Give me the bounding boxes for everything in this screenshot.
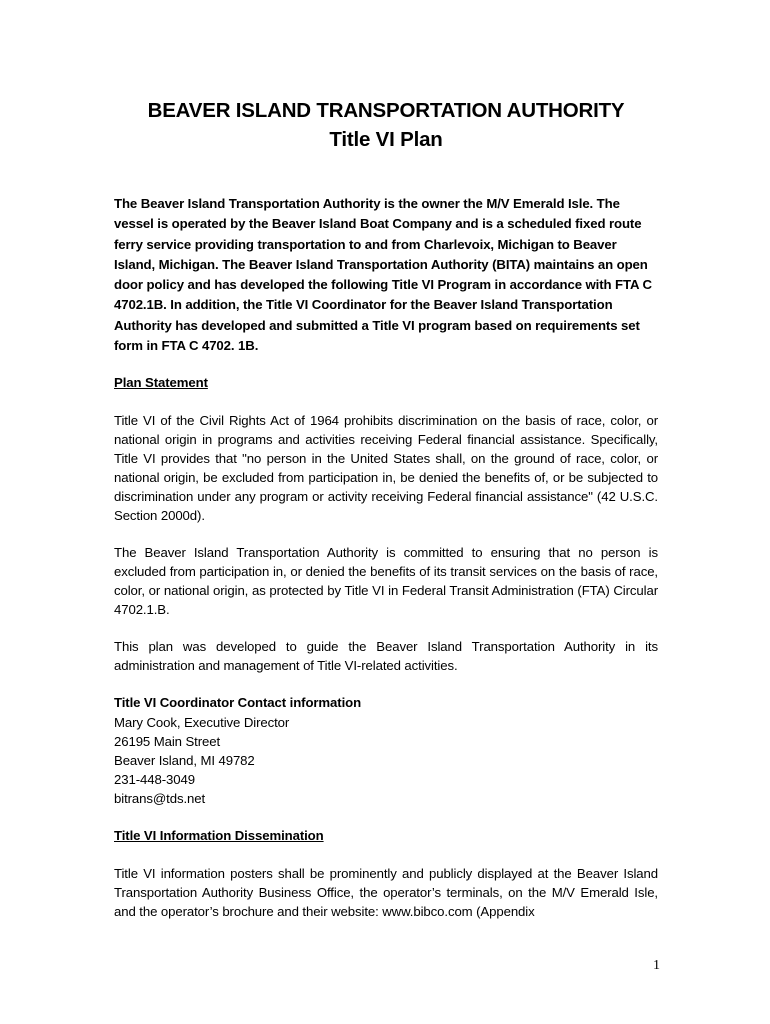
contact-street: 26195 Main Street xyxy=(114,734,221,750)
title-line-1: BEAVER ISLAND TRANSPORTATION AUTHORITY xyxy=(147,99,625,122)
dissemination-paragraph-1: Title VI information posters shall be prominently and publicly displayed at the Beaver Island Transportation Authority Business Office, the operator’s terminals, on the M/V Emerald Isle, and the operator’s brochure and their website: www.bibco.com (Appendix xyxy=(114,866,658,920)
plan-statement-paragraph-3: This plan was developed to guide the Beaver Island Transportation Authority in its administration and management of Title VI-related activities. xyxy=(114,639,658,674)
contact-phone: 231-448-3049 xyxy=(114,772,195,788)
contact-block xyxy=(114,713,658,808)
dissemination-heading: Title VI Information Dissemination xyxy=(114,828,324,844)
intro-paragraph: The Beaver Island Transportation Authority is the owner the M/V Emerald Isle. The vessel is operated by the Beaver Island Boat Company and is a scheduled fixed route ferry service providing transportation to and from Charlevoix, Michigan to Beaver Island, Michigan. The Beaver Island Transportation Authority (BITA) maintains an open door policy and has developed the following Title VI Program in accordance with FTA C 4702.1B. In addition, the Title VI Coordinator for the Beaver Island Transportation Authority has developed and submitted a Title VI program based on requirements set form in FTA C 4702. 1B. xyxy=(114,196,652,354)
contact-heading: Title VI Coordinator Contact information xyxy=(114,695,362,711)
plan-statement-paragraph-2: The Beaver Island Transportation Authority is committed to ensuring that no person is excluded from participation in, or denied the benefits of its transit services on the basis of race, color, or national origin, as protected by Title VI in Federal Transit Administration (FTA) Circular 4702.1.B. xyxy=(114,545,658,618)
page-number: 1 xyxy=(653,958,660,973)
document-body xyxy=(114,96,658,921)
contact-name: Mary Cook, Executive Director xyxy=(114,715,290,731)
contact-city: Beaver Island, MI 49782 xyxy=(114,753,255,769)
document-title xyxy=(114,96,658,154)
plan-statement-paragraph-1: Title VI of the Civil Rights Act of 1964 prohibits discrimination on the basis of race, color, or national origin in programs and activities receiving Federal financial assistance. Specifically, Title VI provides that "no person in the United States shall, on the ground of race, color, or national origin, be excluded from participation in, be denied the benefits of, or be subjected to discrimination under any program or activity receiving Federal financial assistance" (42 U.S.C. Section 2000d). xyxy=(114,413,658,524)
contact-email: bitrans@tds.net xyxy=(114,791,206,807)
title-line-2: Title VI Plan xyxy=(329,128,443,151)
plan-statement-heading: Plan Statement xyxy=(114,375,208,391)
